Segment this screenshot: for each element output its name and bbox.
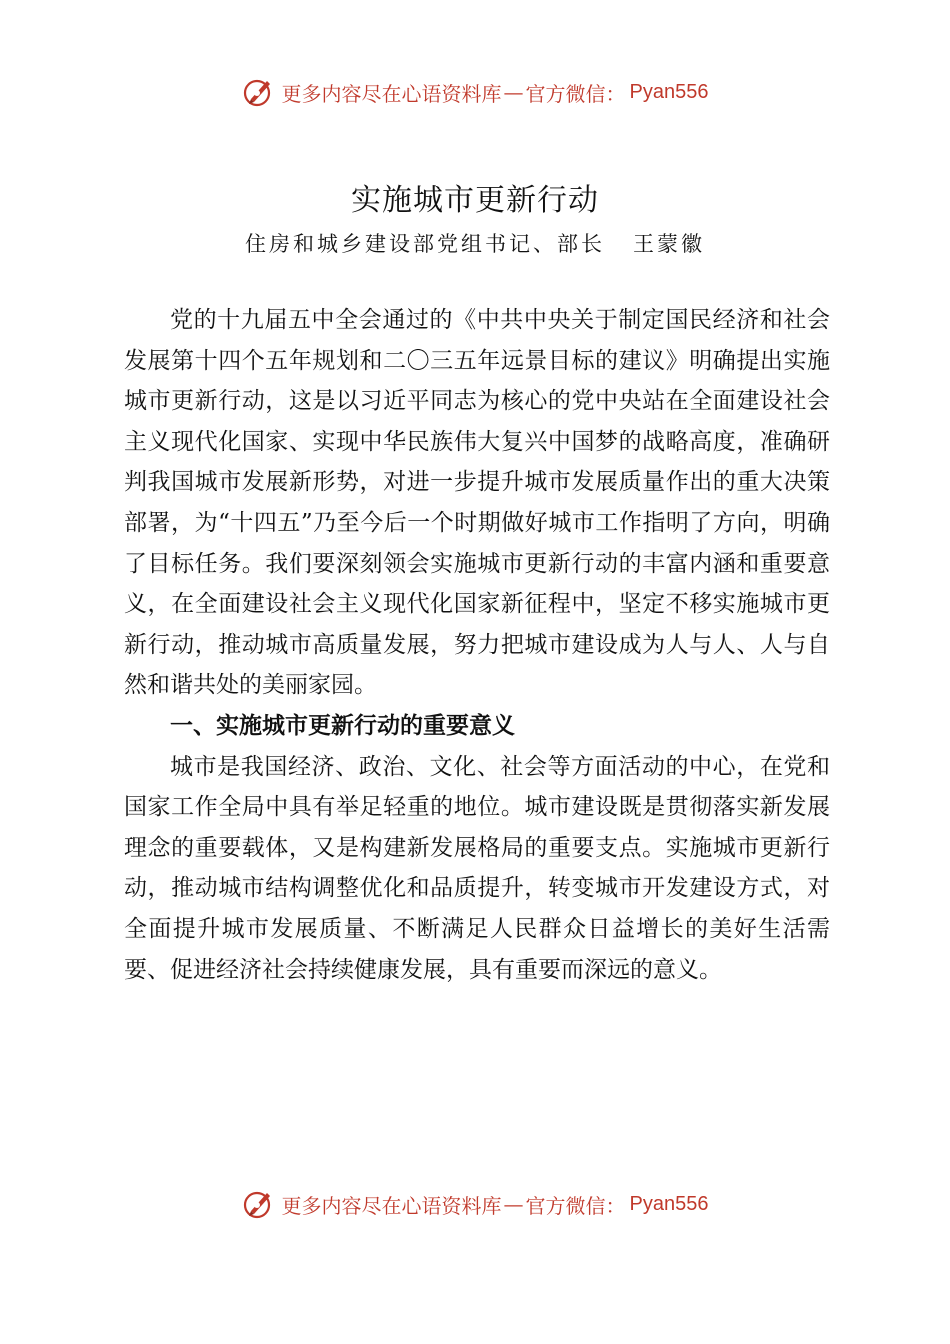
banner-dash: — (503, 1192, 524, 1216)
document-body (124, 300, 830, 990)
banner-dash: — (503, 80, 524, 104)
pen-logo-icon (242, 1187, 276, 1221)
banner-wechat-label: 官方微信： (525, 1193, 626, 1218)
banner-text: 更多内容尽在心语资料库 (281, 81, 502, 106)
section-heading-1: 一、实施城市更新行动的重要意义 (170, 712, 515, 739)
header-watermark-banner (0, 72, 950, 112)
banner-text: 更多内容尽在心语资料库 (281, 1193, 502, 1218)
banner-handle: Pyan556 (629, 1192, 709, 1215)
byline-name: 王蒙徽 (633, 232, 705, 256)
banner-handle: Pyan556 (629, 80, 709, 103)
banner-wechat-label: 官方微信： (525, 81, 626, 106)
byline-role: 住房和城乡建设部党组书记、部长 (245, 232, 605, 256)
footer-watermark-banner (0, 1184, 950, 1224)
paragraph-2: 城市是我国经济、政治、文化、社会等方面活动的中心，在党和国家工作全局中具有举足轻重的地位。城市建设既是贯彻落实新发展理念的重要载体，又是构建新发展格局的重要支点。实施城市更新行动，推动城市结构调整优化和品质提升，转变城市开发建设方式，对全面提升城市发展质量、不断满足人民群众日益增长的美好生活需要、促进经济社会持续健康发展，具有重要而深远的意义。 (124, 753, 830, 983)
byline (0, 228, 950, 258)
paragraph-1: 党的十九届五中全会通过的《中共中央关于制定国民经济和社会发展第十四个五年规划和二〇三五年远景目标的建议》明确提出实施城市更新行动，这是以习近平同志为核心的党中央站在全面建设社会主义现代化国家、实现中华民族伟大复兴中国梦的战略高度，准确研判我国城市发展新形势，对进一步提升城市发展质量作出的重大决策部署，为“十四五”乃至今后一个时期做好城市工作指明了方向，明确了目标任务。我们要深刻领会实施城市更新行动的丰富内涵和重要意义，在全面建设社会主义现代化国家新征程中，坚定不移实施城市更新行动，推动城市高质量发展，努力把城市建设成为人与人、人与自然和谐共处的美丽家园。 (124, 307, 830, 699)
document-title: 实施城市更新行动 (351, 183, 599, 218)
pen-logo-icon (242, 75, 276, 109)
